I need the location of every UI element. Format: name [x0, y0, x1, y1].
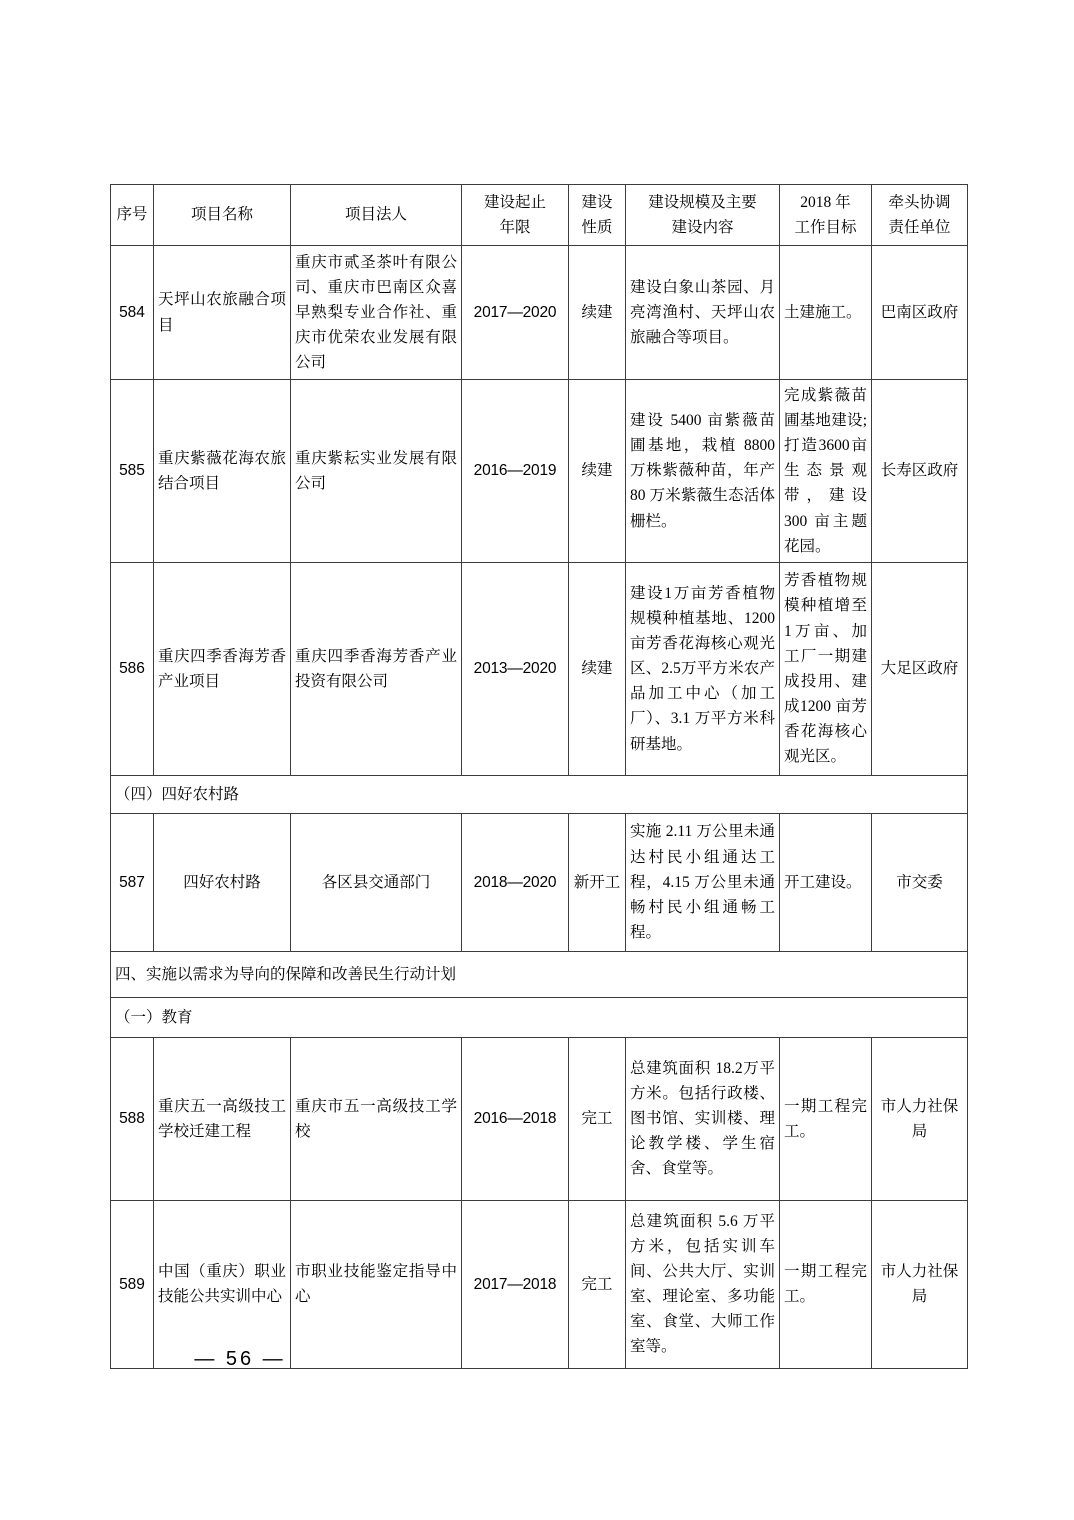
- cell-project-name: 重庆五一高级技工学校迁建工程: [154, 1037, 291, 1200]
- header-construction-nature: [569, 185, 626, 246]
- header-scale-and-content: [626, 185, 780, 246]
- cell-construction-period: 2018—2020: [462, 813, 569, 951]
- cell-serial-no: 584: [111, 246, 154, 380]
- header-line: 建设: [581, 193, 613, 211]
- cell-construction-nature: 新开工: [569, 813, 626, 951]
- cell-project-name: 中国（重庆）职业技能公共实训中心: [154, 1200, 291, 1368]
- cell-construction-nature: 完工: [569, 1200, 626, 1368]
- header-legal-entity: [291, 185, 462, 246]
- header-line: 序号: [116, 206, 148, 224]
- cell-scale-content: 建设1万亩芳香植物规模种植基地、1200 亩芳香花海核心观光区、2.5万平方米农产品加工中心（加工厂）、3.1 万平方米科研基地。: [626, 562, 780, 775]
- cell-scale-content: 建设 5400 亩紫薇苗圃基地，栽植 8800 万株紫薇种苗，年产 80 万米紫薇生态活体栅栏。: [626, 380, 780, 563]
- cell-serial-no: 585: [111, 380, 154, 563]
- section-title: （四）四好农村路: [111, 775, 968, 813]
- table-row: [111, 1037, 968, 1200]
- cell-project-name: 重庆紫薇花海农旅结合项目: [154, 380, 291, 563]
- cell-scale-content: 建设白象山茶园、月亮湾渔村、天坪山农旅融合等项目。: [626, 246, 780, 380]
- cell-lead-unit: 巴南区政府: [872, 246, 968, 380]
- header-project-name: [154, 185, 291, 246]
- construction-plan-table: [110, 184, 968, 1369]
- cell-lead-unit: 大足区政府: [872, 562, 968, 775]
- cell-2018-goal: 完成紫薇苗圃基地建设; 打造3600亩生态景观带，建设 300 亩主题花园。: [780, 380, 872, 563]
- cell-construction-nature: 续建: [569, 562, 626, 775]
- cell-legal-entity: 重庆市贰圣茶叶有限公司、重庆市巴南区众喜早熟梨专业合作社、重庆市优荣农业发展有限公司: [291, 246, 462, 380]
- table-row: [111, 246, 968, 380]
- header-line: 牵头协调: [888, 193, 951, 211]
- cell-2018-goal: 开工建设。: [780, 813, 872, 951]
- table-row: [111, 562, 968, 775]
- cell-serial-no: 588: [111, 1037, 154, 1200]
- cell-2018-goal: 一期工程完工。: [780, 1200, 872, 1368]
- header-2018-goal: [780, 185, 872, 246]
- table-header-row: [111, 185, 968, 246]
- table-row: [111, 1200, 968, 1368]
- header-line: 工作目标: [794, 219, 857, 236]
- cell-serial-no: 586: [111, 562, 154, 775]
- header-line: 建设起止: [483, 193, 546, 211]
- header-serial-no: [111, 185, 154, 246]
- cell-legal-entity: 重庆紫耘实业发展有限公司: [291, 380, 462, 563]
- cell-2018-goal: 芳香植物规模种植增至1万亩、加工厂一期建成投用、建成1200 亩芳香花海核心观光区。: [780, 562, 872, 775]
- cell-construction-period: 2016—2018: [462, 1037, 569, 1200]
- header-construction-period: [462, 185, 569, 246]
- cell-lead-unit: 市人力社保局: [872, 1200, 968, 1368]
- cell-lead-unit: 市交委: [872, 813, 968, 951]
- section-title: （一）教育: [111, 997, 968, 1037]
- cell-lead-unit: 市人力社保局: [872, 1037, 968, 1200]
- cell-legal-entity: 重庆四季香海芳香产业投资有限公司: [291, 562, 462, 775]
- header-line: 建设规模及主要: [648, 193, 757, 211]
- header-line: 责任单位: [888, 219, 951, 236]
- header-line: 项目名称: [190, 206, 253, 224]
- cell-scale-content: 实施 2.11 万公里未通达村民小组通达工程，4.15 万公里未通畅村民小组通畅工程。: [626, 813, 780, 951]
- cell-serial-no: 589: [111, 1200, 154, 1368]
- header-line: 年限: [499, 219, 531, 236]
- table-section-header-row: [111, 997, 968, 1037]
- cell-legal-entity: 重庆市五一高级技工学校: [291, 1037, 462, 1200]
- table-row: [111, 813, 968, 951]
- header-lead-unit: [872, 185, 968, 246]
- cell-2018-goal: 一期工程完工。: [780, 1037, 872, 1200]
- header-line: 2018 年: [800, 193, 851, 211]
- section-title: 四、实施以需求为导向的保障和改善民生行动计划: [111, 951, 968, 997]
- cell-construction-nature: 完工: [569, 1037, 626, 1200]
- cell-lead-unit: 长寿区政府: [872, 380, 968, 563]
- table-section-header-row: [111, 775, 968, 813]
- cell-project-name: 四好农村路: [154, 813, 291, 951]
- cell-project-name: 重庆四季香海芳香产业项目: [154, 562, 291, 775]
- cell-serial-no: 587: [111, 813, 154, 951]
- header-line: 建设内容: [671, 219, 734, 236]
- cell-scale-content: 总建筑面积 18.2万平方米。包括行政楼、图书馆、实训楼、理论教学楼、学生宿舍、食堂等。: [626, 1037, 780, 1200]
- cell-legal-entity: 市职业技能鉴定指导中心: [291, 1200, 462, 1368]
- cell-scale-content: 总建筑面积 5.6 万平方米，包括实训车间、公共大厅、实训室、理论室、多功能室、食堂、大师工作室等。: [626, 1200, 780, 1368]
- cell-construction-period: 2017—2020: [462, 246, 569, 380]
- cell-legal-entity: 各区县交通部门: [291, 813, 462, 951]
- cell-construction-nature: 续建: [569, 380, 626, 563]
- cell-construction-period: 2017—2018: [462, 1200, 569, 1368]
- header-line: 项目法人: [344, 206, 407, 224]
- cell-project-name: 天坪山农旅融合项目: [154, 246, 291, 380]
- cell-construction-period: 2016—2019: [462, 380, 569, 563]
- header-line: 性质: [581, 219, 613, 236]
- cell-construction-nature: 续建: [569, 246, 626, 380]
- page-number: — 56 —: [194, 1348, 286, 1370]
- cell-construction-period: 2013—2020: [462, 562, 569, 775]
- table-row: [111, 380, 968, 563]
- table-section-header-row: [111, 951, 968, 997]
- cell-2018-goal: 土建施工。: [780, 246, 872, 380]
